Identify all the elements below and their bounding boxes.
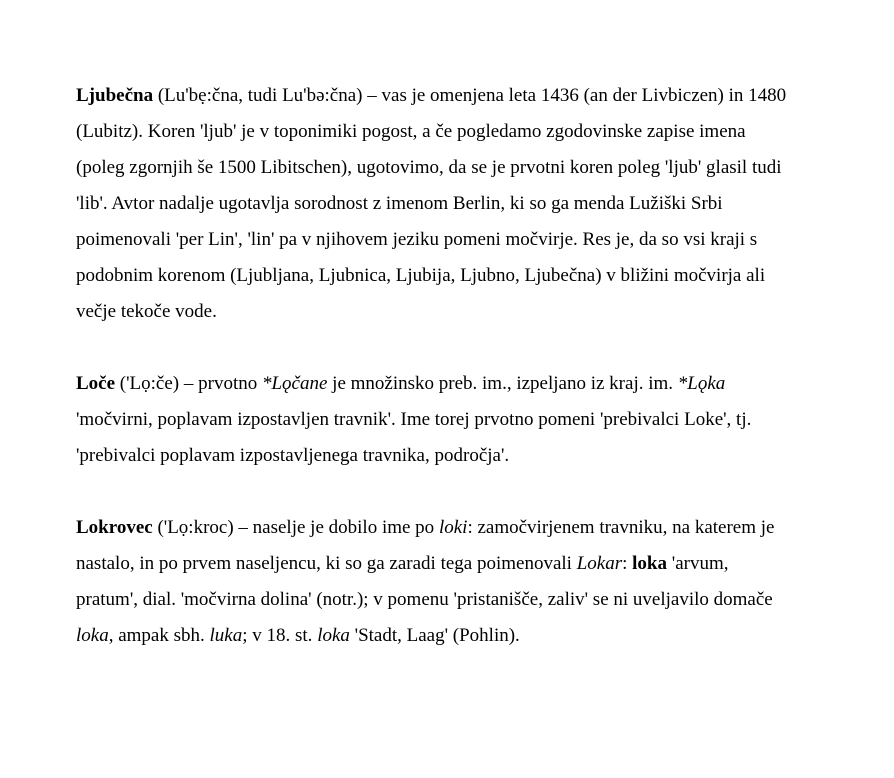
paragraph-gap [76, 330, 876, 366]
text-line [76, 150, 876, 186]
text-run: 'arvum, [667, 553, 729, 574]
bold-term: loka [632, 553, 668, 574]
text-line [76, 402, 876, 438]
text-run: poimenovali 'per Lin', 'lin' pa v njihovem jeziku pomeni močvirje. Res je, da so vsi kraji s [76, 229, 758, 250]
text-line [76, 114, 876, 150]
text-line [76, 366, 876, 402]
text-run: 'Stadt, Laag' (Pohlin). [349, 625, 520, 646]
italic-term: loka [76, 625, 109, 646]
text-run: ('Lọ:kroc) – naselje je dobilo ime po [152, 517, 439, 538]
text-line [76, 546, 876, 582]
italic-term: loka [317, 625, 350, 646]
text-line [76, 294, 876, 330]
text-run: : zamočvirjenem travniku, na katerem je [467, 517, 775, 538]
text-line [76, 582, 876, 618]
text-run: 'prebivalci poplavam izpostavljenega travnika, področja'. [76, 445, 510, 466]
text-run: (poleg zgornjih še 1500 Libitschen), ugotovimo, da se je prvotni koren poleg 'ljub' glasil tudi [76, 157, 782, 178]
italic-term: *Lǫčane [261, 373, 328, 394]
entries [76, 78, 876, 654]
text-run: nastalo, in po prvem naseljencu, ki so ga zaradi tega poimenovali [76, 553, 577, 574]
text-run: pratum', dial. 'močvirna dolina' (notr.); v pomenu 'pristanišče, zaliv' se ni uveljavilo domače [76, 589, 773, 610]
text-run: ('Lọ:če) – prvotno [115, 373, 262, 394]
text-run: (Lu'bẹ:čna, tudi Lu'bə:čna) – vas je omenjena leta 1436 (an der Livbiczen) in 1480 [153, 85, 787, 106]
text-line [76, 78, 876, 114]
text-line [76, 186, 876, 222]
document-page [76, 78, 876, 654]
dictionary-entry [76, 510, 876, 654]
text-run: ; v 18. st. [242, 625, 318, 646]
italic-term: loki [438, 517, 468, 538]
dictionary-entry [76, 78, 876, 330]
bold-term: Ljubečna [76, 85, 154, 106]
italic-term: luka [209, 625, 243, 646]
paragraph-gap [76, 474, 876, 510]
text-line [76, 258, 876, 294]
text-run: večje tekoče vode. [76, 301, 217, 322]
text-run: podobnim korenom (Ljubljana, Ljubnica, Ljubija, Ljubno, Ljubečna) v bližini močvirja ali [76, 265, 766, 286]
text-line [76, 510, 876, 546]
text-run: 'lib'. Avtor nadalje ugotavlja sorodnost z imenom Berlin, ki so ga menda Lužiški Srbi [76, 193, 723, 214]
text-run: je množinsko preb. im., izpeljano iz kraj. im. [327, 373, 678, 394]
italic-term: *Lǫka [677, 373, 726, 394]
text-line [76, 222, 876, 258]
text-line [76, 618, 876, 654]
italic-term: Lokar [576, 553, 623, 574]
text-run: 'močvirni, poplavam izpostavljen travnik'. Ime torej prvotno pomeni 'prebivalci Loke', tj. [76, 409, 752, 430]
text-run: , ampak sbh. [108, 625, 210, 646]
text-line [76, 438, 876, 474]
bold-term: Loče [76, 373, 116, 394]
text-run: (Lubitz). Koren 'ljub' je v toponimiki pogost, a če pogledamo zgodovinske zapise imena [76, 121, 746, 142]
text-run: : [622, 553, 633, 574]
dictionary-entry [76, 366, 876, 474]
bold-term: Lokrovec [76, 517, 153, 538]
